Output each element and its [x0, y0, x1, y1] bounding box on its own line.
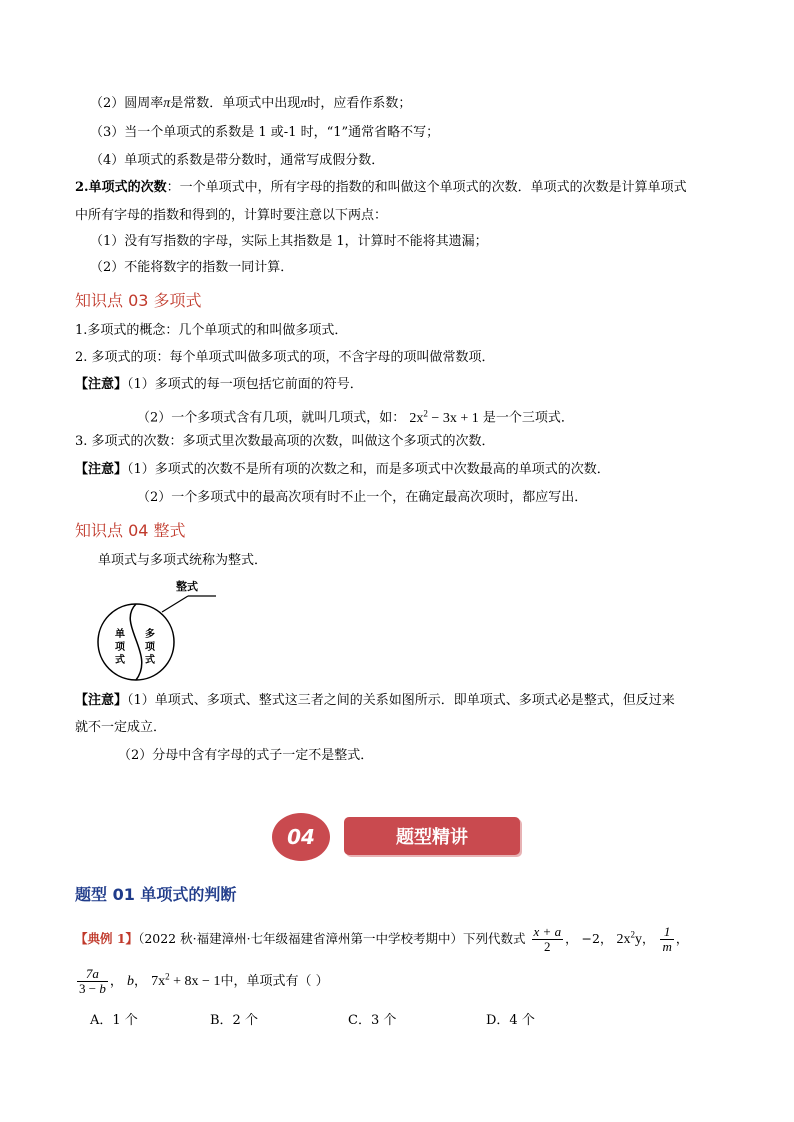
text-line: 中所有字母的指数和得到的，计算时要注意以下两点：	[75, 208, 388, 223]
fraction: $\frac{7a}{3 - b}$	[79, 966, 106, 996]
note-line: （2）一个多项式中的最高次项有时不止一个，在确定最高次项时，都应写出．	[137, 490, 588, 505]
note-line: 就不一定成立．	[75, 720, 167, 735]
option-d[interactable]: D．4 个	[486, 1013, 535, 1028]
question-type-heading: 题型 01 单项式的判断	[75, 885, 237, 904]
text-line: （2）圆周率π是常数．单项式中出现π时，应看作系数；	[90, 96, 412, 111]
diagram-label-integer: 整式	[176, 580, 198, 593]
text-line: 单项式与多项式统称为整式．	[98, 553, 268, 568]
integer-expression-diagram	[96, 574, 226, 684]
note-line: （2）分母中含有字母的式子一定不是整式．	[118, 748, 374, 763]
option-c[interactable]: C．3 个	[348, 1013, 397, 1028]
note-line: 【注意】（1）多项式的次数不是所有项的次数之和，而是多项式中次数最高的单项式的次数．	[75, 462, 610, 477]
note-line: 【注意】（1）多项式的每一项包括它前面的符号．	[75, 377, 363, 392]
diagram-label-monomial: 单 项 式	[115, 629, 125, 666]
text-line: 2.单项式的次数：一个单项式中，所有字母的指数的和叫做这个单项式的次数．单项式的次数是计算单项式	[75, 180, 687, 195]
banner-label: 题型精讲	[344, 817, 520, 855]
text-line: （3）当一个单项式的系数是 1 或-1 时，“1”通常省略不写；	[90, 125, 440, 140]
option-a[interactable]: A．1 个	[90, 1013, 138, 1028]
section-heading: 知识点 03 多项式	[75, 291, 202, 310]
text-line: （4）单项式的系数是带分数时，通常写成假分数．	[90, 153, 385, 168]
fraction: $\frac{x + a}{2}$	[533, 924, 562, 954]
fraction: $\frac{1}{m}$	[662, 924, 672, 954]
text-line: 2. 多项式的项：每个单项式叫做多项式的项，不含字母的项叫做常数项．	[75, 350, 495, 365]
text-line: 3. 多项式的次数：多项式里次数最高项的次数，叫做这个多项式的次数．	[75, 434, 495, 449]
note-line: 【注意】（1）单项式、多项式、整式这三者之间的关系如图所示．即单项式、多项式必是整式，但反过来	[75, 693, 675, 708]
example-line: 【典例 1】（2022 秋·福建漳州·七年级福建省漳州第一中学校考期中）下列代数式 $\frac{x + a}{2}$ ， −2， $2x^2y$， $\frac{1}{m}$ ，	[75, 924, 689, 954]
diagram-label-polynomial: 多 项 式	[145, 629, 155, 666]
example-line: $\frac{7a}{3 - b}$ ， b， $7x^2 + 8x - 1$中，单项式有（ ）	[79, 966, 329, 996]
section-banner	[272, 813, 522, 863]
option-b[interactable]: B．2 个	[210, 1013, 258, 1028]
section-heading: 知识点 04 整式	[75, 521, 186, 540]
note-line: （2）一个多项式含有几项，就叫几项式，如： $2x^2 - 3x + 1$ 是一个三项式．	[137, 408, 574, 426]
text-line: 1.多项式的概念：几个单项式的和叫做多项式．	[75, 323, 348, 338]
text-line: （2）不能将数字的指数一同计算．	[90, 260, 294, 275]
banner-number: 04	[272, 813, 330, 861]
text-line: （1）没有写指数的字母，实际上其指数是 1，计算时不能将其遗漏；	[90, 234, 488, 249]
example-tag: 【典例 1】	[75, 931, 139, 946]
